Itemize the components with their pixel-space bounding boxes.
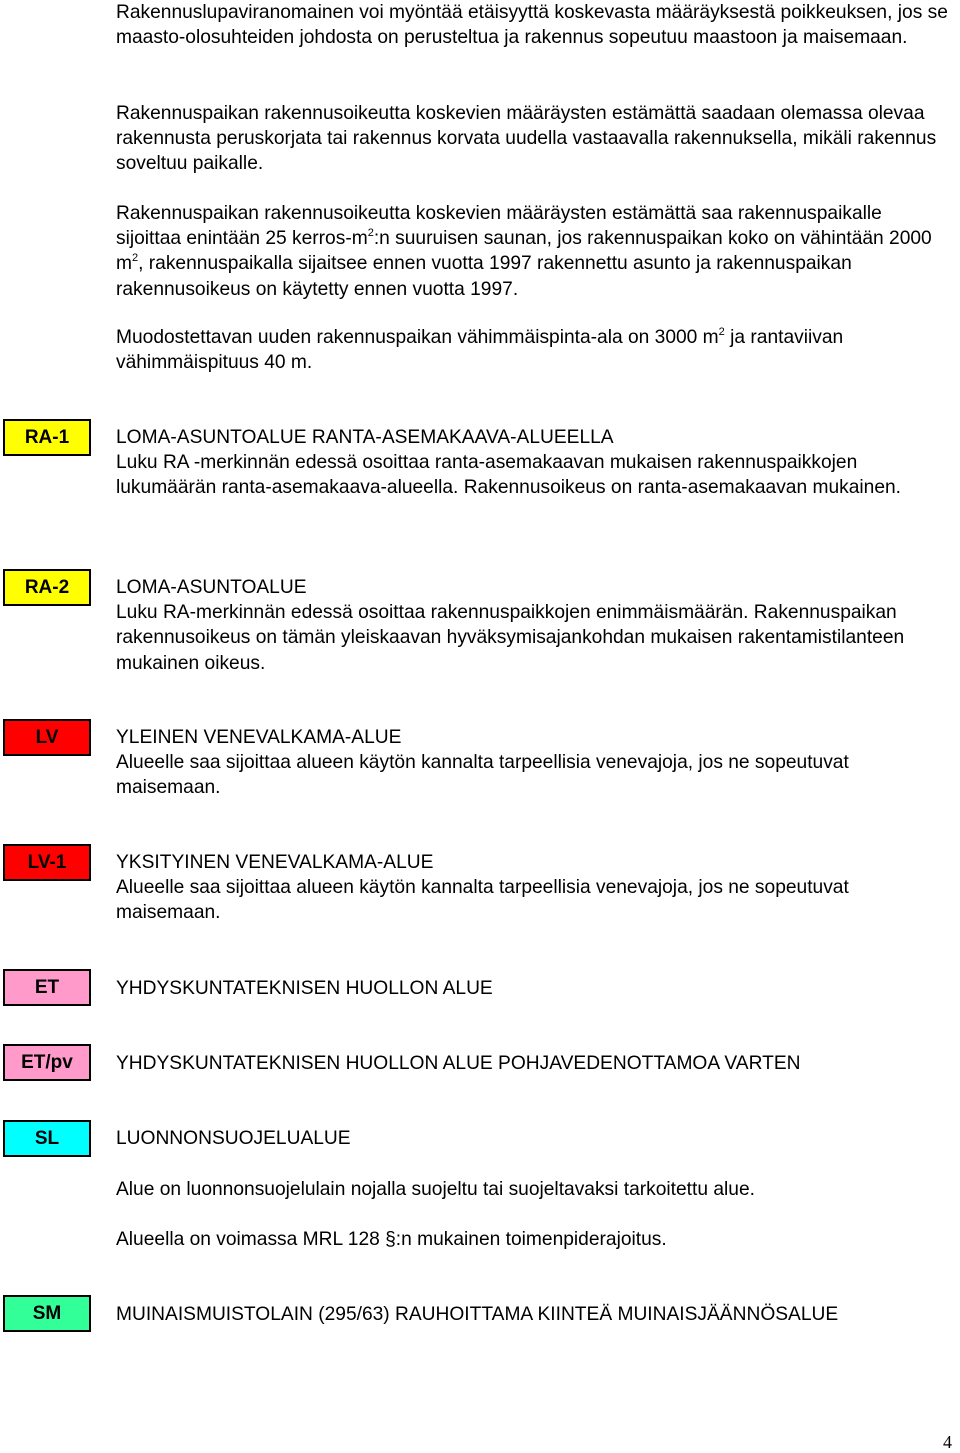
intro-paragraph-4 [116,325,950,375]
legend-title-sl: LUONNONSUOJELUALUE [116,1128,351,1149]
legend-text-sl [116,1126,952,1151]
legend-title-lv: YLEINEN VENEVALKAMA-ALUE [116,727,402,748]
legend-code-sl: SL [34,1127,60,1149]
intro-p4-part-b: ja rantaviivan vähimmäispituus 40 m. [116,327,844,374]
legend-title-ra-1: LOMA-ASUNTOALUE RANTA-ASEMAKAAVA-ALUEELLA [116,427,614,448]
legend-body-ra-1: Luku RA -merkinnän edessä osoittaa ranta-asemakaavan mukaisen rakennuspaikkojen lukumäärän ranta-asemakaava-alueella. Rakennusoikeus on ranta-asemakaavan mukainen. [116,452,902,499]
intro-p3-sup-2: 2 [131,252,139,265]
legend-text-sm [116,1302,952,1327]
legend-text-lv [116,725,952,801]
legend-code-lv: LV [35,726,59,748]
intro-p3-part-a: Rakennuspaikan rakennusoikeutta koskevien määräysten estämättä saa rakennuspaikalle sijoittaa enintään 25 kerros-m [116,203,882,250]
intro-paragraph-2: Rakennuspaikan rakennusoikeutta koskevien määräysten estämättä saadaan olemassa olevaa rakennusta peruskorjata tai rakennus korvata uudella vastaavalla rakennuksella, mikäli rakennus soveltuu paikalle. [116,103,937,175]
legend-badge-lv [3,719,91,756]
legend-code-ra-1: RA-1 [24,426,70,448]
legend-code-et-pv: ET/pv [21,1051,73,1073]
legend-title-sm: MUINAISMUISTOLAIN (295/63) RAUHOITTAMA KIINTEÄ MUINAISJÄÄNNÖSALUE [116,1304,839,1325]
legend-text-ra-2 [116,575,952,676]
intro-p3-part-b: :n suuruisen saunan, jos rakennuspaikan koko on vähintään 2000 m [116,228,932,275]
intro-p4-part-a: Muodostettavan uuden rakennuspaikan vähimmäispinta-ala on 3000 m [116,327,719,348]
intro-paragraph-3 [116,201,950,302]
legend-title-et: YHDYSKUNTATEKNISEN HUOLLON ALUE [116,978,493,999]
legend-text-et [116,976,952,1001]
legend-code-et: ET [34,976,60,998]
legend-badge-et [3,969,91,1006]
legend-badge-lv-1 [3,844,91,881]
legend-code-ra-2: RA-2 [24,576,70,598]
legend-body-ra-2: Luku RA-merkinnän edessä osoittaa rakennuspaikkojen enimmäismäärän. Rakennuspaikan rakennusoikeus on tämän yleiskaavan hyväksymisajankohdan mukaisen rakentamistilanteen mukainen oikeus. [116,602,905,674]
legend-body-lv: Alueelle saa sijoittaa alueen käytön kannalta tarpeellisia venevajoja, jos ne sopeutuvat maisemaan. [116,752,849,799]
legend-badge-sm [3,1295,91,1332]
sl-description: Alue on luonnonsuojelulain nojalla suojeltu tai suojeltavaksi tarkoitettu alue. [116,1179,755,1200]
sl-restriction: Alueella on voimassa MRL 128 §:n mukainen toimenpiderajoitus. [116,1229,667,1250]
page-number: 4 [943,1432,952,1452]
legend-text-lv-1 [116,850,952,926]
legend-badge-ra-2 [3,569,91,606]
intro-paragraph-1: Rakennuslupaviranomainen voi myöntää etäisyyttä koskevasta määräyksestä poikkeuksen, jos se maasto-olosuhteiden johdosta on perusteltua ja rakennus sopeutuu maastoon ja maisemaan. [116,2,948,49]
intro-p4-sup: 2 [718,325,725,338]
legend-code-sm: SM [32,1302,62,1324]
legend-badge-sl [3,1120,91,1157]
legend-badge-et-pv [3,1044,91,1081]
legend-text-et-pv [116,1051,952,1076]
intro-p3-sup-1: 2 [367,226,374,239]
legend-title-ra-2: LOMA-ASUNTOALUE [116,577,307,598]
legend-text-ra-1 [116,425,952,501]
legend-title-et-pv: YHDYSKUNTATEKNISEN HUOLLON ALUE POHJAVEDENOTTAMOA VARTEN [116,1053,801,1074]
intro-p3-part-c: , rakennuspaikalla sijaitsee ennen vuotta 1997 rakennettu asunto ja rakennuspaikan rakennusoikeus on käytetty ennen vuotta 1997. [116,253,852,300]
legend-badge-ra-1 [3,419,91,456]
legend-title-lv-1: YKSITYINEN VENEVALKAMA-ALUE [116,852,434,873]
legend-code-lv-1: LV-1 [27,851,67,873]
legend-body-lv-1: Alueelle saa sijoittaa alueen käytön kannalta tarpeellisia venevajoja, jos ne sopeutuvat maisemaan. [116,877,849,924]
